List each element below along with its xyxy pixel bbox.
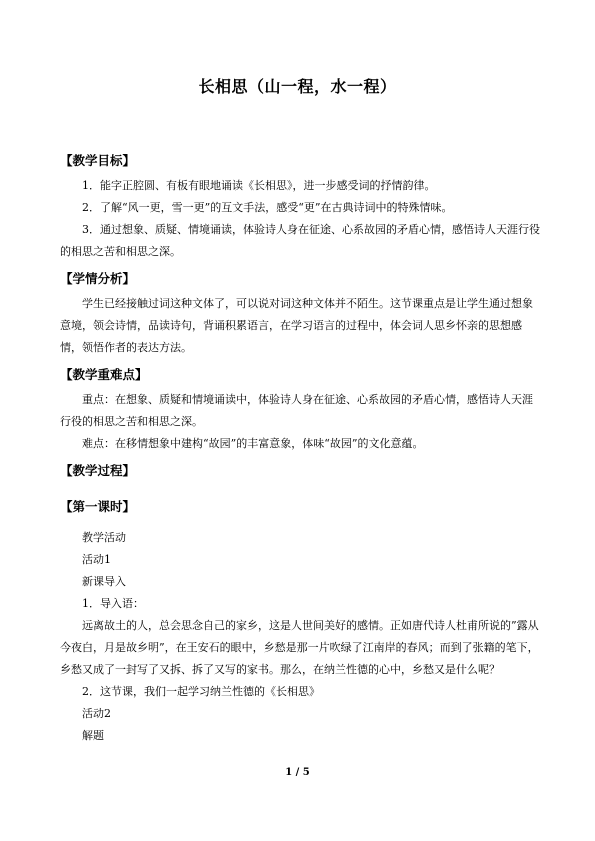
objectives-heading: 【教学目标】	[60, 153, 136, 168]
key-points-heading: 【教学重难点】	[60, 367, 148, 382]
activity-title: 教学活动	[82, 531, 126, 544]
lesson1-heading: 【第一课时】	[60, 499, 136, 514]
explain-label: 解题	[82, 729, 104, 742]
objective-item-2: 2．了解“风一更，雪一更”的互文手法，感受“更”在古典诗词中的特殊情味。	[82, 201, 453, 214]
document-title: 长相思（山一程，水一程）	[198, 77, 397, 96]
process-heading: 【教学过程】	[60, 463, 136, 478]
activity-1-label: 活动1	[82, 553, 111, 566]
objective-item-1: 1．能字正腔圆、有板有眼地诵读《长相思》，进一步感受词的抒情韵律。	[82, 179, 436, 192]
document-body	[60, 145, 540, 747]
analysis-heading: 【学情分析】	[60, 271, 136, 286]
objective-item-3: 3．通过想象、质疑、情境诵读，体验诗人身在征途、心系故园的矛盾心情，感悟诗人天涯行役的相思之苦和相思之深。	[60, 223, 540, 258]
intro-label: 新课导入	[82, 575, 126, 588]
activity-2-label: 活动2	[82, 707, 111, 720]
key-point-difficulty: 难点：在移情想象中建构“故园”的丰富意象，体味“故园”的文化意蕴。	[82, 437, 424, 450]
item-2: 2．这节课，我们一起学习纳兰性德的《长相思》	[82, 685, 320, 698]
lead-text: 远离故土的人，总会思念自己的家乡，这是人世间美好的感情。正如唐代诗人杜甫所说的”露从今夜白，月是故乡明”，在王安石的眼中，乡愁是那一片吹绿了江南岸的春风；而到了张籍的笔下，乡愁又成了一封写了又拆、拆了又写的家书。那么，在纳兰性德的心中，乡愁又是什么呢？	[60, 619, 539, 676]
page-number: 1 / 5	[285, 767, 310, 778]
key-point-focus: 重点：在想象、质疑和情境诵读中，体验诗人身在征途、心系故园的矛盾心情，感悟诗人天涯行役的相思之苦和相思之深。	[60, 393, 533, 428]
analysis-text: 学生已经接触过词这种文体了，可以说对词这种文体并不陌生。这节课重点是让学生通过想象意境，领会诗情，品读诗句，背诵积累语言，在学习语言的过程中，体会词人思乡怀亲的思想感情，领悟作者的表达方法。	[60, 297, 533, 354]
lead-label: 1．导入语：	[82, 597, 144, 610]
